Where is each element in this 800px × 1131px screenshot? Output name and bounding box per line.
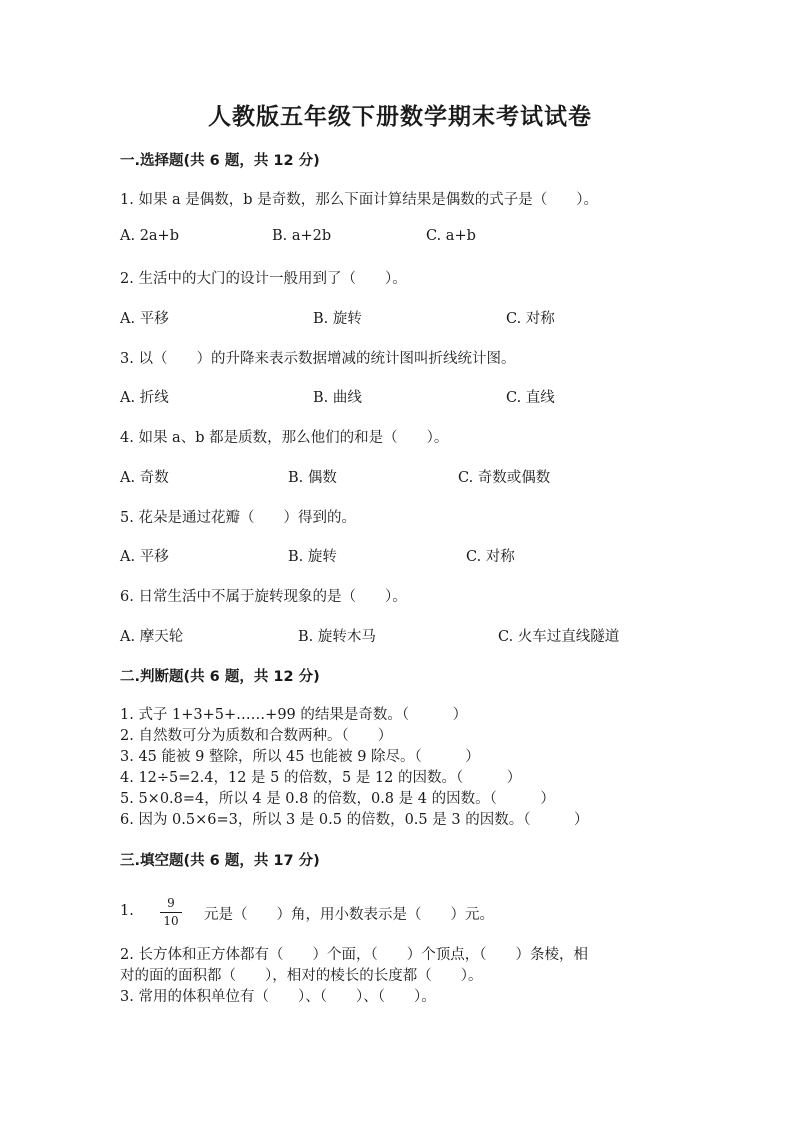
option-a: A. 平移	[120, 311, 169, 327]
judgement-item: 6. 因为 0.5×6=3，所以 3 是 0.5 的倍数，0.5 是 3 的因数。（ ）	[120, 812, 589, 828]
option-a: A. 奇数	[120, 470, 169, 486]
option-a: A. 摩天轮	[120, 629, 184, 645]
option-b: B. 偶数	[288, 470, 337, 486]
option-a: A. 平移	[120, 549, 169, 565]
judgement-item: 3. 45 能被 9 整除，所以 45 也能被 9 除尽。（ ）	[120, 749, 480, 765]
judgement-item: 1. 式子 1+3+5+……+99 的结果是奇数。（ ）	[120, 707, 468, 723]
judgement-item: 4. 12÷5=2.4，12 是 5 的倍数，5 是 12 的因数。（ ）	[120, 770, 522, 786]
question-text: 3. 常用的体积单位有（ ）、（ ）、（ ）。	[120, 989, 436, 1005]
option-c: C. 火车过直线隧道	[498, 629, 620, 645]
question-text: 元是（ ）角，用小数表示是（ ）元。	[204, 907, 494, 923]
option-b: B. 旋转	[288, 549, 337, 565]
option-c: C. a+b	[426, 228, 476, 244]
question-text: 2. 长方体和正方体都有（ ）个面，（ ）个顶点，（ ）条棱，相	[120, 947, 588, 963]
fraction-denominator: 10	[163, 914, 179, 928]
section-heading-fill-blank: 三.填空题(共 6 题，共 17 分)	[120, 853, 320, 869]
question-stem: 1. 如果 a 是偶数，b 是奇数，那么下面计算结果是偶数的式子是（ ）。	[120, 192, 598, 208]
option-b: B. 曲线	[313, 390, 362, 406]
option-c: C. 直线	[506, 390, 555, 406]
option-a: A. 折线	[120, 390, 169, 406]
option-c: C. 奇数或偶数	[458, 470, 551, 486]
question-stem: 6. 日常生活中不属于旋转现象的是（ ）。	[120, 589, 407, 605]
fraction	[160, 897, 182, 928]
section-heading-choice: 一.选择题(共 6 题，共 12 分)	[120, 153, 320, 169]
option-c: C. 对称	[506, 311, 555, 327]
fraction-numerator: 9	[167, 896, 175, 910]
fraction-bar	[160, 912, 182, 913]
option-b: B. a+2b	[272, 228, 332, 244]
option-c: C. 对称	[466, 549, 515, 565]
question-stem: 4. 如果 a、b 都是质数，那么他们的和是（ ）。	[120, 430, 449, 446]
judgement-item: 5. 5×0.8=4，所以 4 是 0.8 的倍数，0.8 是 4 的因数。（ ）	[120, 791, 555, 807]
judgement-item: 2. 自然数可分为质数和合数两种。（ ）	[120, 728, 393, 744]
question-text-continued: 对的面的面积都（ ），相对的棱长的长度都（ ）。	[120, 968, 483, 984]
question-number: 1.	[120, 903, 134, 919]
option-b: B. 旋转	[313, 311, 362, 327]
question-stem: 2. 生活中的大门的设计一般用到了（ ）。	[120, 271, 407, 287]
question-stem: 5. 花朵是通过花瓣（ ）得到的。	[120, 510, 356, 526]
option-a: A. 2a+b	[120, 228, 179, 244]
question-stem: 3. 以（ ）的升降来表示数据增减的统计图叫折线统计图。	[120, 351, 516, 367]
section-heading-judgement: 二.判断题(共 6 题，共 12 分)	[120, 669, 320, 685]
option-b: B. 旋转木马	[298, 629, 376, 645]
page-title: 人教版五年级下册数学期末考试试卷	[208, 103, 592, 130]
